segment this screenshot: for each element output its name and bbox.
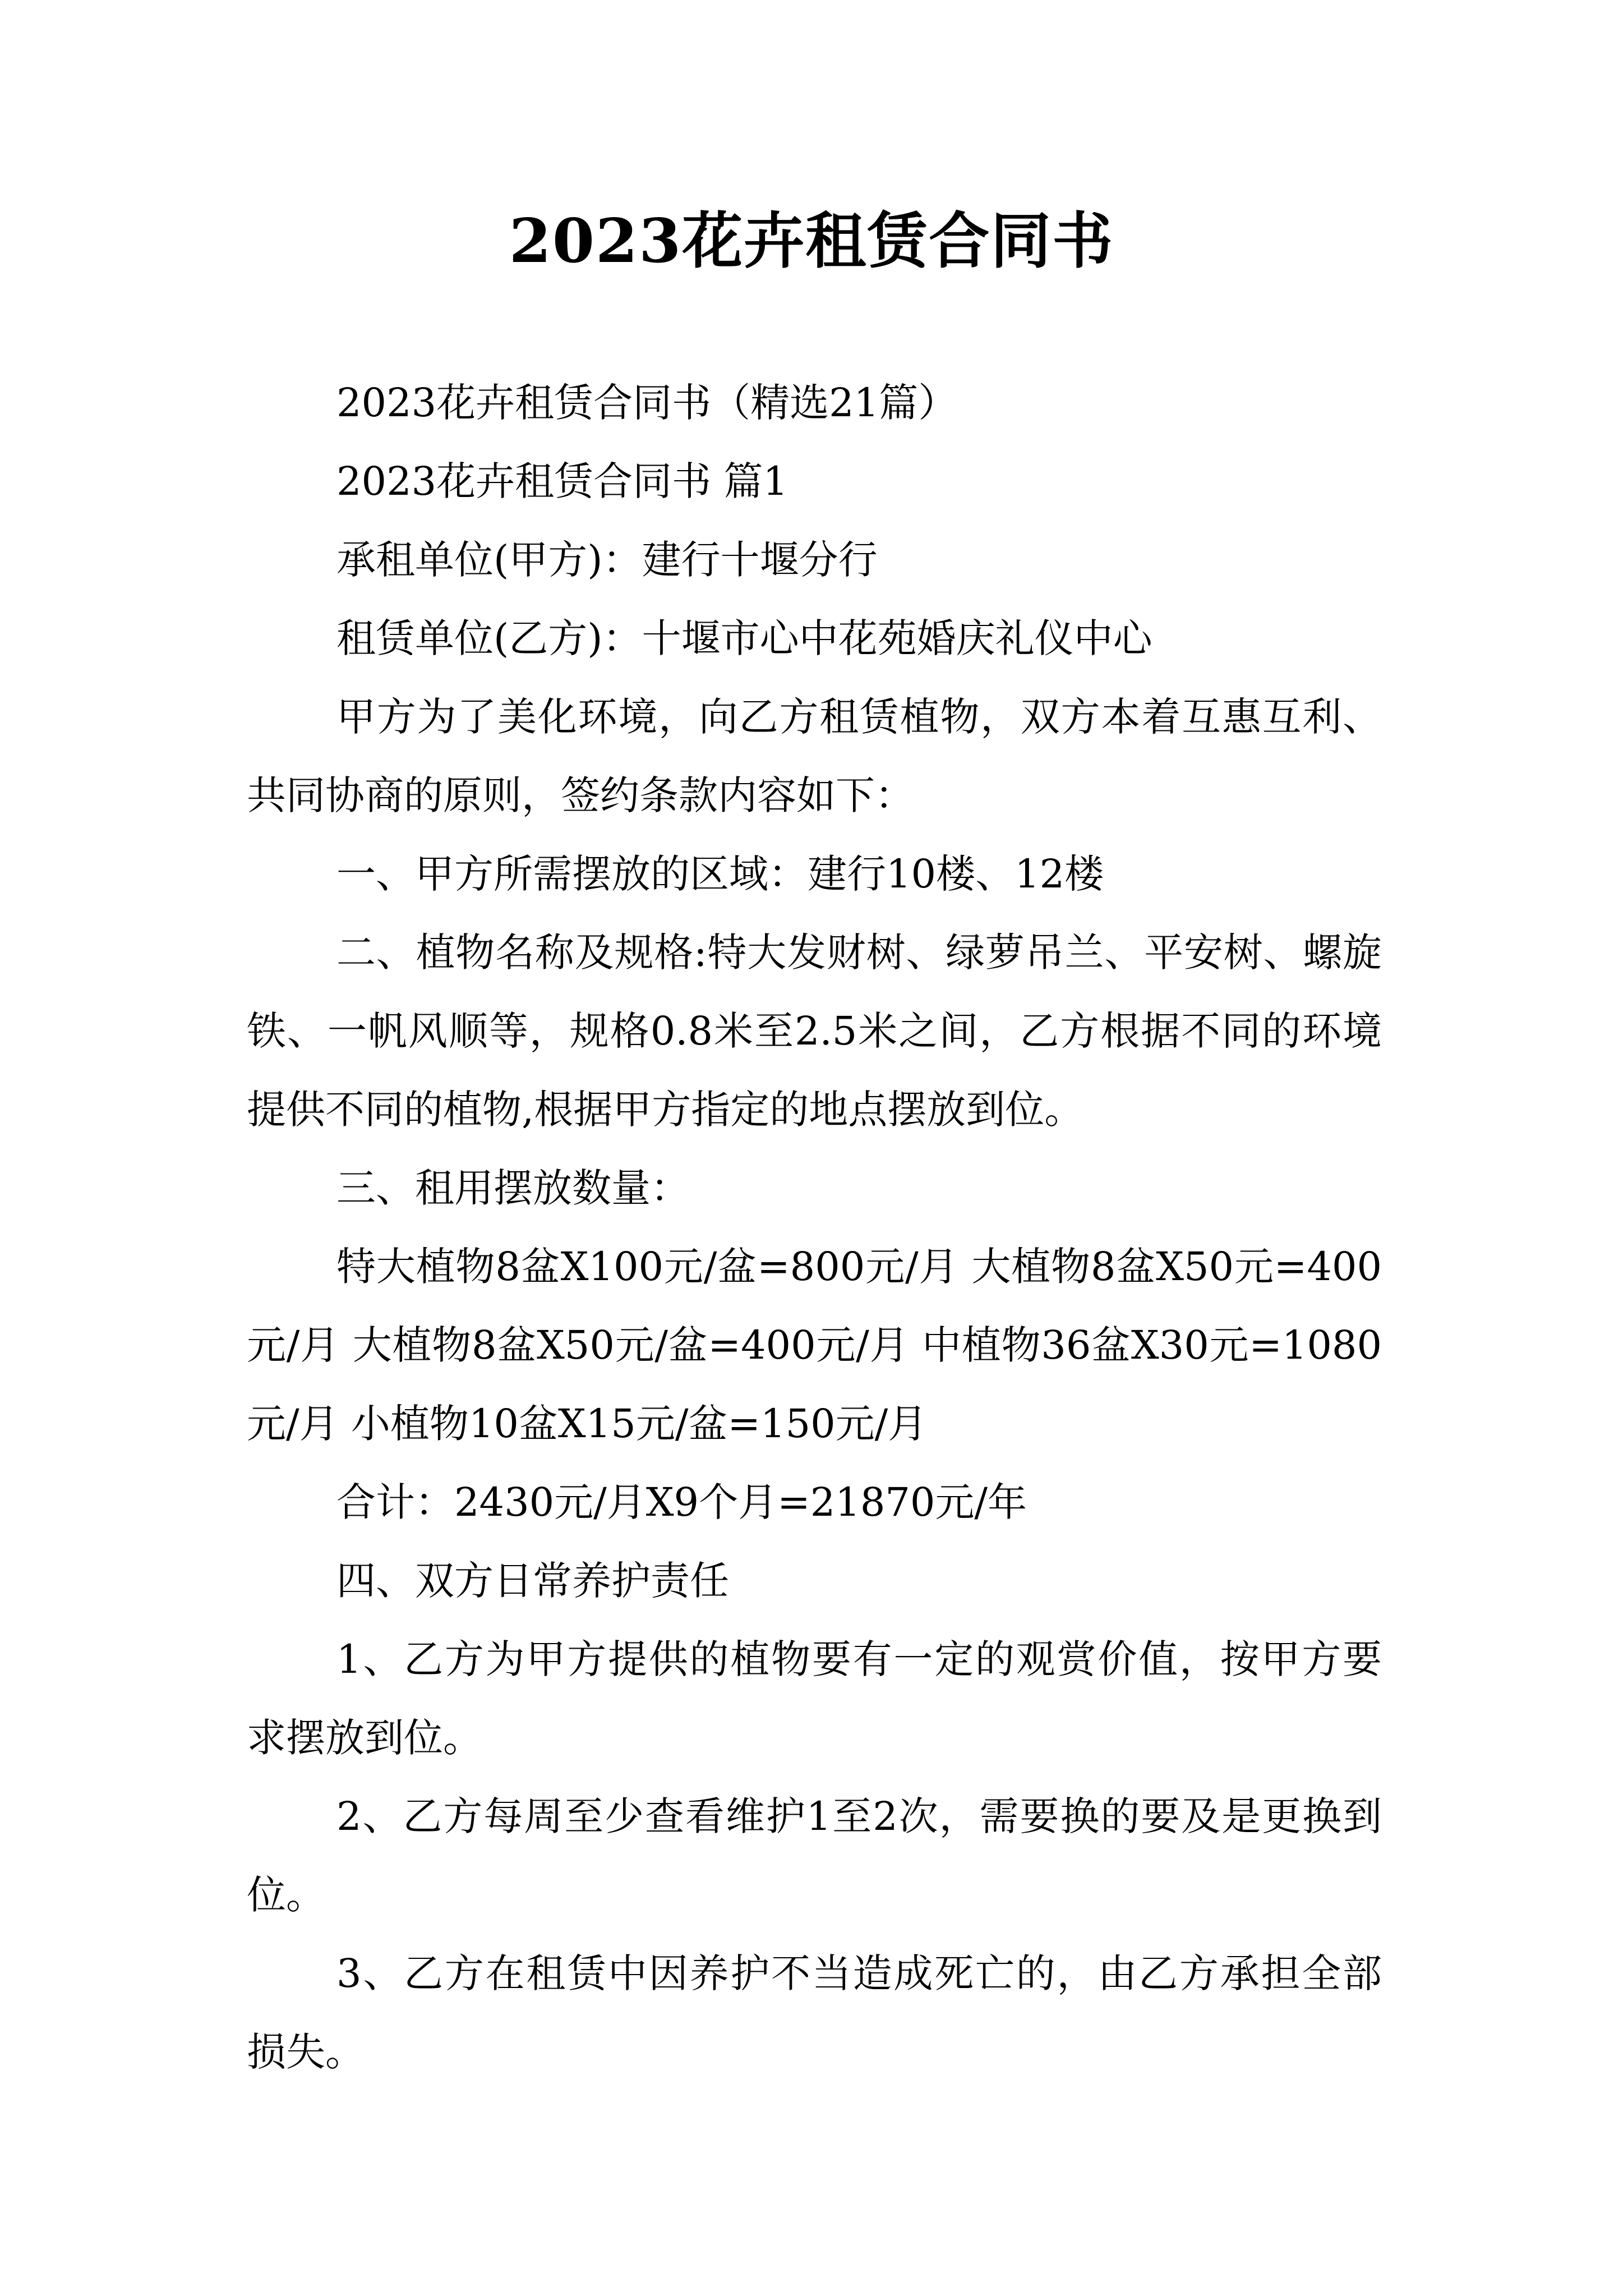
quantity-paragraph: 特大植物8盆X100元/盆=800元/月 大植物8盆X50元=400元/月 大植物8盆X50元/盆=400元/月 中植物36盆X30元=1080元/月 小植物10盆X15元/盆=150元/月 [247, 1244, 1382, 1447]
clause-2-paragraph: 二、植物名称及规格:特大发财树、绿萝吊兰、平安树、螺旋铁、一帆风顺等，规格0.8米至2.5米之间，乙方根据不同的环境提供不同的植物,根据甲方指定的地点摆放到位。 [247, 930, 1382, 1133]
lessor-paragraph: 租赁单位(乙方)：十堰市心中花苑婚庆礼仪中心 [336, 615, 1152, 661]
subtitle-paragraph: 2023花卉租赁合同书（精选21篇） [336, 380, 958, 426]
duty-3-paragraph: 3、乙方在租赁中因养护不当造成死亡的，由乙方承担全部损失。 [247, 1950, 1382, 2075]
document-body [247, 364, 1382, 2091]
clause-4-paragraph: 四、双方日常养护责任 [336, 1558, 729, 1604]
duty-2-paragraph: 2、乙方每周至少查看维护1至2次，需要换的要及是更换到位。 [247, 1793, 1382, 1918]
section-heading: 2023花卉租赁合同书 篇1 [336, 458, 788, 504]
duty-1-paragraph: 1、乙方为甲方提供的植物要有一定的观赏价值，按甲方要求摆放到位。 [247, 1636, 1382, 1761]
document-title: 2023花卉租赁合同书 [509, 206, 1114, 277]
total-paragraph: 合计：2430元/月X9个月=21870元/年 [336, 1479, 1027, 1525]
intro-paragraph: 甲方为了美化环境，向乙方租赁植物，双方本着互惠互利、共同协商的原则，签约条款内容如下： [247, 694, 1382, 818]
clause-1-paragraph: 一、甲方所需摆放的区域：建行10楼、12楼 [336, 851, 1104, 897]
clause-3-paragraph: 三、租用摆放数量： [336, 1165, 690, 1211]
lessee-paragraph: 承租单位(甲方)：建行十堰分行 [336, 537, 878, 583]
